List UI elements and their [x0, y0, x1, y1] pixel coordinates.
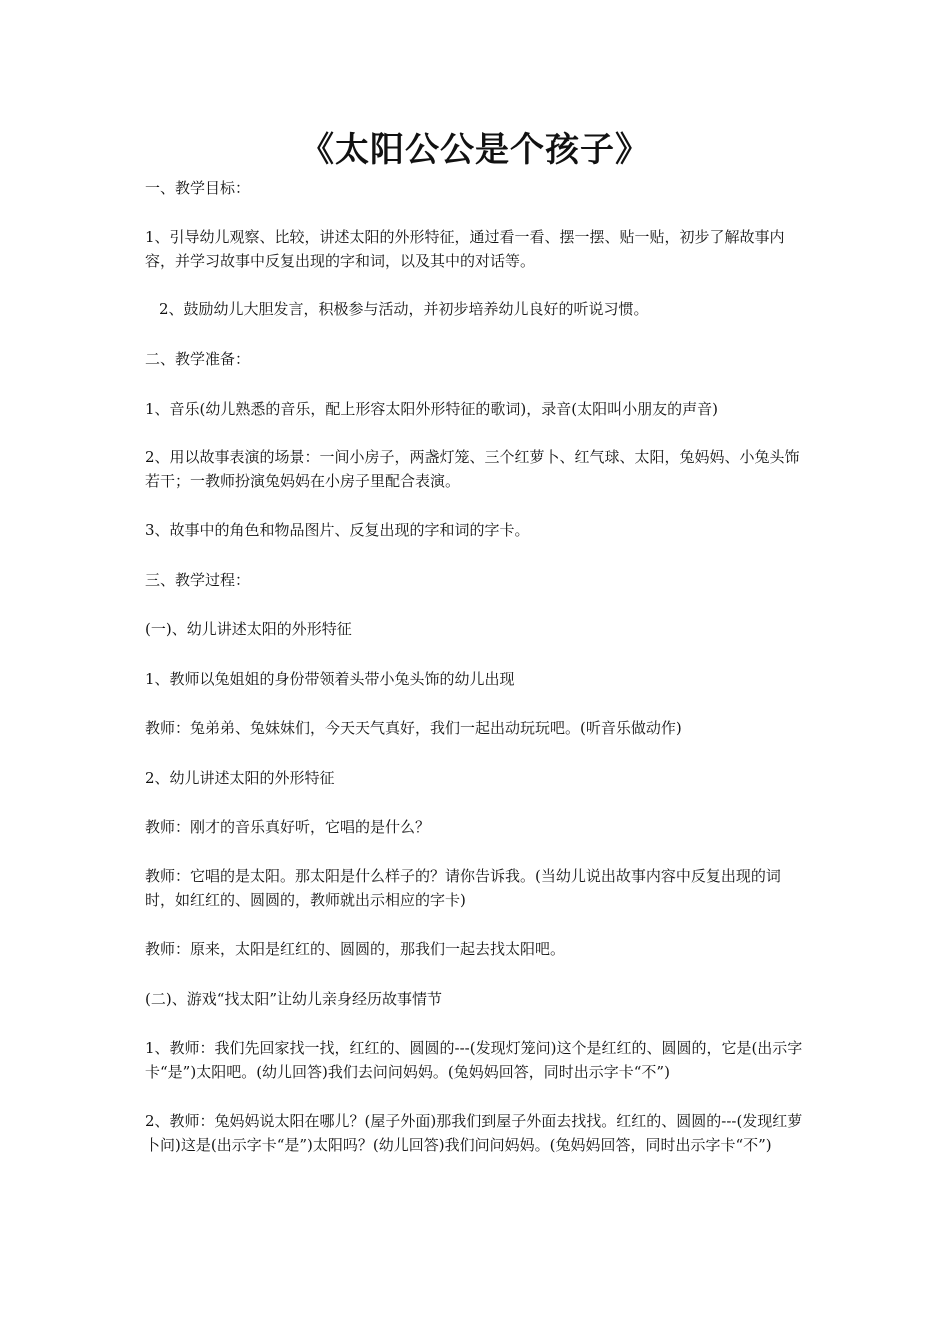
paragraph-step-2: 2、幼儿讲述太阳的外形特征 [145, 769, 335, 787]
paragraph-game-step-1: 1、教师：我们先回家找一找，红红的、圆圆的---(发现灯笼问)这个是红红的、圆圆的，它是(出示字卡“是”)太阳吧。(幼儿回答)我们去问问妈妈。(兔妈妈回答，同时出示字卡“不”) [145, 1039, 803, 1081]
document-title: 《太阳公公是个孩子》 [300, 130, 650, 170]
subheading-part-1: (一)、幼儿讲述太阳的外形特征 [145, 620, 352, 638]
paragraph-teacher-line-1: 教师：兔弟弟、兔妹妹们，今天天气真好，我们一起出动玩玩吧。(听音乐做动作) [145, 719, 682, 737]
paragraph-prep-1: 1、音乐(幼儿熟悉的音乐，配上形容太阳外形特征的歌词)，录音(太阳叫小朋友的声音) [145, 400, 718, 418]
paragraph-teacher-line-3: 教师：它唱的是太阳。那太阳是什么样子的？请你告诉我。(当幼儿说出故事内容中反复出现的词时，如红红的、圆圆的，教师就出示相应的字卡) [145, 867, 781, 909]
paragraph-teacher-line-4: 教师：原来，太阳是红红的、圆圆的，那我们一起去找太阳吧。 [145, 940, 566, 958]
section-heading-process: 三、教学过程： [145, 571, 251, 589]
section-heading-goals: 一、教学目标： [145, 179, 251, 197]
paragraph-step-1: 1、教师以兔姐姐的身份带领着头带小兔头饰的幼儿出现 [145, 670, 515, 688]
paragraph-teacher-line-2: 教师：刚才的音乐真好听，它唱的是什么？ [145, 818, 431, 836]
paragraph-prep-2: 2、用以故事表演的场景：一间小房子，两盏灯笼、三个红萝卜、红气球、太阳，兔妈妈、小兔头饰若干；一教师扮演兔妈妈在小房子里配合表演。 [145, 448, 800, 490]
paragraph-goal-1: 1、引导幼儿观察、比较，讲述太阳的外形特征，通过看一看、摆一摆、贴一贴，初步了解故事内容，并学习故事中反复出现的字和词，以及其中的对话等。 [145, 228, 785, 270]
paragraph-goal-2: 2、鼓励幼儿大胆发言，积极参与活动，并初步培养幼儿良好的听说习惯。 [159, 300, 649, 318]
paragraph-prep-3: 3、故事中的角色和物品图片、反复出现的字和词的字卡。 [145, 521, 530, 539]
section-heading-preparation: 二、教学准备： [145, 350, 251, 368]
subheading-part-2: (二)、游戏“找太阳”让幼儿亲身经历故事情节 [145, 990, 443, 1008]
paragraph-game-step-2: 2、教师：兔妈妈说太阳在哪儿？(屋子外面)那我们到屋子外面去找找。红红的、圆圆的---(发现红萝卜问)这是(出示字卡“是”)太阳吗？(幼儿回答)我们问问妈妈。(兔妈妈回答，同时出示字卡“不”) [145, 1112, 803, 1154]
